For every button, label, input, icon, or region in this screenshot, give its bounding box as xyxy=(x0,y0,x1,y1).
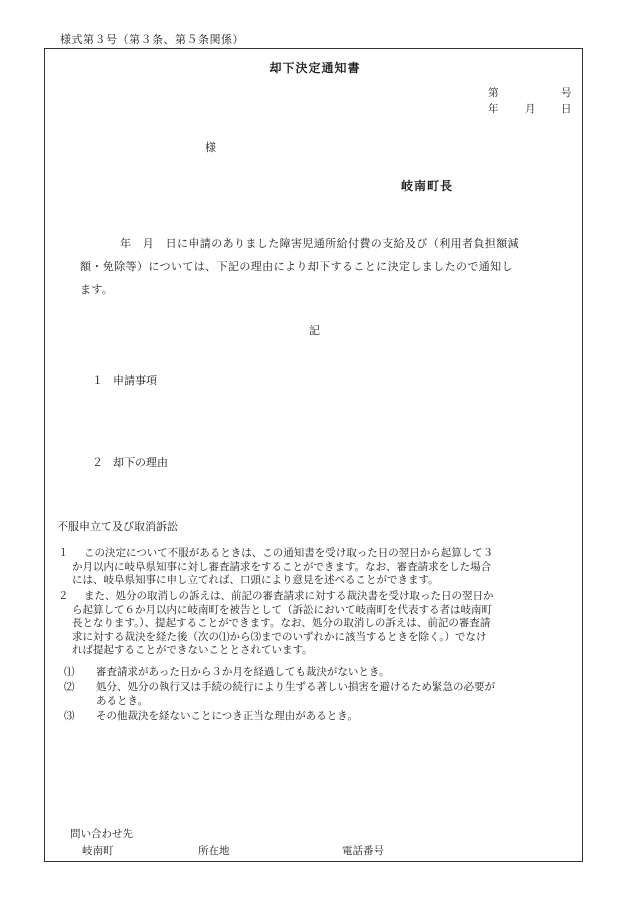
item-2-label: 却下の理由 xyxy=(113,456,168,469)
document-title: 却下決定通知書 xyxy=(269,61,361,75)
appeal-p2-line: また、処分の取消しの訴えは、前記の審査請求に対する裁決書を受け取った日の翌日か xyxy=(84,590,494,602)
appeal-p1-line: には、岐阜県知事に申し立てれば、口頭により意見を述べることができます。 xyxy=(72,574,439,586)
sender-name: 岐南町長 xyxy=(401,179,454,193)
contact-heading: 問い合わせ先 xyxy=(70,828,133,840)
appeal-paragraph-2 xyxy=(58,590,583,658)
contact-address-label: 所在地 xyxy=(198,845,230,857)
date-day: 日 xyxy=(561,103,572,115)
contact-org: 岐南町 xyxy=(82,845,114,857)
appeal-sub-3 xyxy=(64,710,583,724)
ki-heading: 記 xyxy=(309,324,320,337)
appeal-p2-line: れば提起することができないこととされています。 xyxy=(72,644,313,656)
appeal-paragraph-1 xyxy=(58,547,583,588)
item-2-number: ２ xyxy=(92,456,103,469)
appeal-sub-2-line: あるとき。 xyxy=(96,694,149,707)
appeal-sub-1 xyxy=(64,666,583,680)
appeal-paragraph-2-number: ２ xyxy=(58,590,69,602)
appeal-heading: 不服申立て及び取消訴訟 xyxy=(57,520,178,533)
main-paragraph-line-1: 年 月 日に申請のありました障害児通所給付費の支給及び（利用者負担額減 xyxy=(120,237,519,250)
appeal-p2-line: 求に対する裁決を経た後（次の⑴から⑶までのいずれかに該当するときを除く。）でなけ xyxy=(72,630,487,643)
appeal-sub-1-number: ⑴ xyxy=(64,666,75,678)
appeal-sub-2-line: 処分、処分の執行又は手続の続行により生ずる著しい損害を避けるため緊急の必要が xyxy=(96,681,495,693)
addressee-suffix: 様 xyxy=(205,141,216,154)
item-1-label: 申請事項 xyxy=(113,374,157,387)
appeal-p2-line: ら起算して６か月以内に岐南町を被告として（訴訟において岐南町を代表する者は岐南町 xyxy=(72,603,492,616)
appeal-sub-3-number: ⑶ xyxy=(64,710,75,722)
main-paragraph-line-2: 額・免除等）については、下記の理由により却下することに決定しましたので通知し xyxy=(80,260,513,273)
contact-phone-label: 電話番号 xyxy=(342,845,384,857)
appeal-sub-2-number: ⑵ xyxy=(64,681,75,693)
date-month: 月 xyxy=(525,103,536,115)
doc-number-go: 号 xyxy=(561,87,572,99)
appeal-p1-line: か月以内に岐阜県知事に対し審査請求をすることができます。なお、審査請求をした場合 xyxy=(72,560,492,573)
date-year: 年 xyxy=(488,103,499,115)
main-paragraph-line-3: ます。 xyxy=(80,283,114,296)
appeal-p1-line: この決定について不服があるときは、この通知書を受け取った日の翌日から起算して３ xyxy=(84,547,494,559)
form-label: 様式第３号（第３条、第５条関係） xyxy=(60,33,244,46)
doc-number-dai: 第 xyxy=(488,87,499,99)
main-paragraph xyxy=(80,232,575,301)
appeal-sub-1-line: 審査請求があった日から３か月を経過しても裁決がないとき。 xyxy=(96,666,390,678)
appeal-sub-3-line: その他裁決を経ないことにつき正当な理由があるとき。 xyxy=(96,710,358,722)
appeal-p2-line: 長となります。）、提起することができます。なお、処分の取消しの訴えは、前記の審査請 xyxy=(72,617,491,629)
item-1-number: １ xyxy=(92,374,103,387)
appeal-sub-2 xyxy=(64,681,583,708)
appeal-paragraph-1-number: １ xyxy=(58,547,69,559)
